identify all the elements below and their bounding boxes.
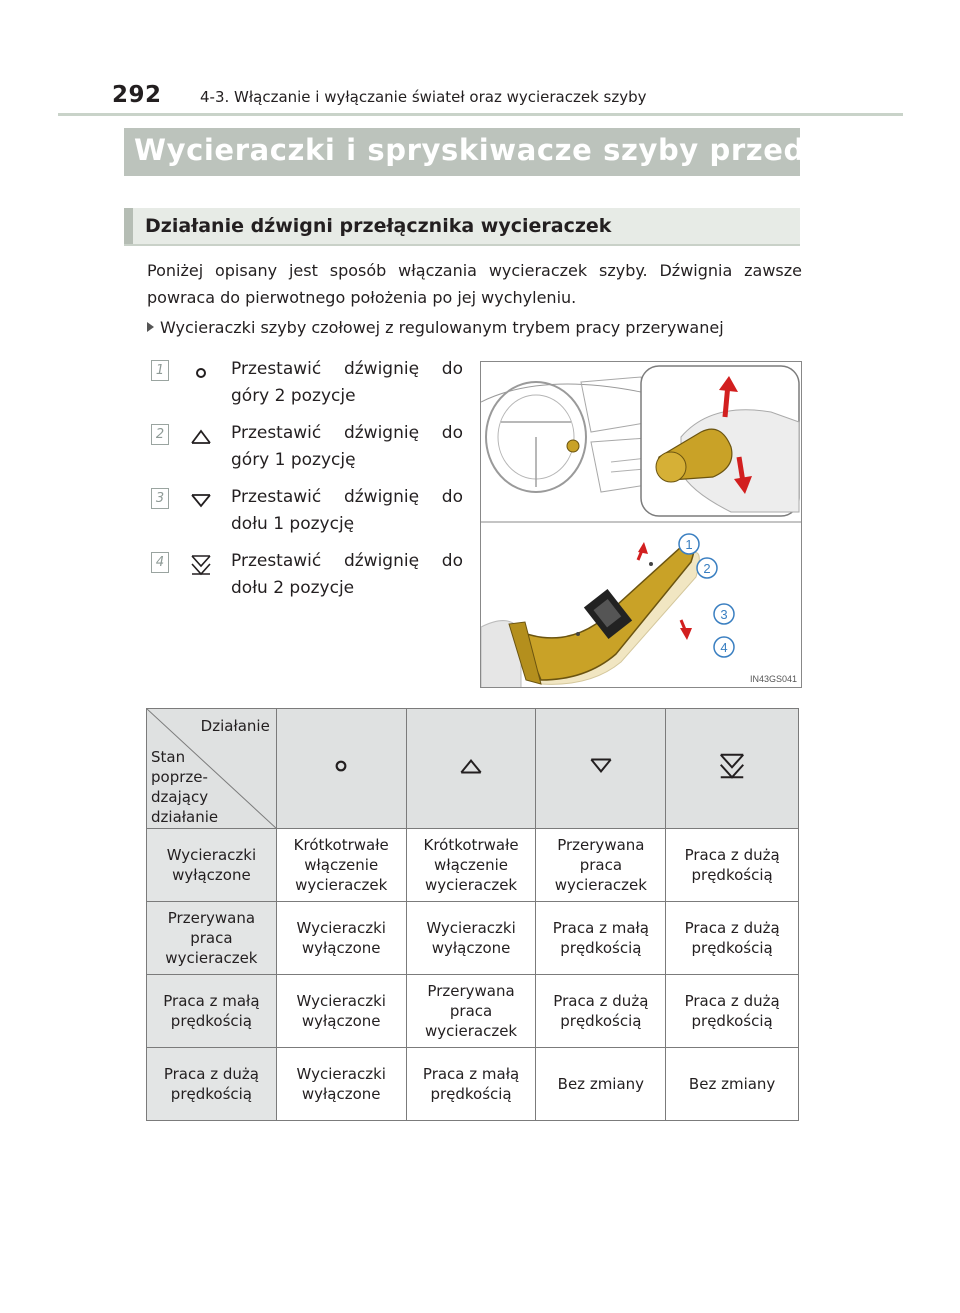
cell-line: wycieraczek [165, 949, 258, 967]
table-row [147, 975, 799, 1048]
low-speed-icon [587, 753, 615, 779]
cell-line: prędkością [691, 1012, 773, 1030]
header-cell-intermittent [406, 709, 536, 829]
cell-line: praca [190, 929, 233, 947]
circle-symbol-icon [328, 753, 354, 779]
cell-line: Bez zmiany [557, 1075, 645, 1093]
table-row [147, 1048, 799, 1121]
header-divider [58, 113, 903, 116]
corner-line: dzający [151, 788, 209, 806]
lever-closeup-drawing [481, 534, 797, 688]
dashboard-drawing [481, 362, 802, 522]
header-cell-high [666, 709, 799, 829]
corner-label-state [151, 747, 218, 827]
cell-line: włączenie [304, 856, 379, 874]
step-text [231, 484, 463, 538]
step-number: 1 [151, 360, 169, 381]
high-speed-icon [717, 750, 747, 782]
step-1 [151, 356, 466, 416]
step-word: Przestawić [231, 551, 322, 571]
cell-line: Przerywana [427, 982, 515, 1000]
cell-line: Wycieraczki [296, 919, 386, 937]
cell-line: wycieraczek [554, 876, 647, 894]
page-number: 292 [112, 82, 162, 108]
table-header-row [147, 709, 799, 829]
callout-2: 2 [703, 561, 711, 576]
subheading-accent [124, 208, 133, 244]
callout-3: 3 [720, 607, 728, 622]
table-cell [536, 829, 666, 902]
cell-line: prędkością [560, 939, 642, 957]
cell-line: Praca z dużą [684, 919, 780, 937]
bullet-triangle-icon [147, 322, 154, 332]
intermittent-up-icon [457, 753, 485, 779]
illustration-code: IN43GS041 [749, 674, 797, 684]
cell-line: wyłączone [301, 939, 381, 957]
step-word: do [441, 423, 463, 443]
subheading: Działanie dźwigni przełącznika wycieraczek [145, 215, 612, 237]
bullet-text: Wycieraczki szyby czołowej z regulowanym trybem pracy przerywanej [160, 318, 724, 337]
step-word: Przestawić [231, 423, 322, 443]
step-4 [151, 548, 466, 608]
table-row [147, 902, 799, 975]
cell-line: Praca z małą [422, 1065, 520, 1083]
cell-line: wyłączone [172, 866, 251, 884]
table-corner-cell [147, 709, 277, 829]
intermittent-up-icon [189, 424, 213, 448]
row-state-cell [147, 975, 277, 1048]
corner-label-action: Działanie [200, 717, 270, 735]
table-cell [276, 1048, 406, 1121]
table-cell [536, 975, 666, 1048]
step-word: do [441, 551, 463, 571]
cell-line: wycieraczek [295, 876, 388, 894]
step-3 [151, 484, 466, 544]
cell-line: wyłączone [301, 1085, 381, 1103]
header-cell-circle [276, 709, 406, 829]
cell-line: Praca z dużą [684, 846, 780, 864]
cell-line: Wycieraczki [296, 1065, 386, 1083]
row-state-cell [147, 902, 277, 975]
cell-line: włączenie [434, 856, 509, 874]
step-number: 4 [151, 552, 169, 573]
cell-line: Krótkotrwałe [293, 836, 389, 854]
cell-line: wyłączone [431, 939, 511, 957]
section-title-band [124, 128, 868, 176]
step-word: Przestawić [231, 359, 322, 379]
cell-line: prędkością [170, 1012, 252, 1030]
high-speed-icon [189, 552, 213, 576]
row-state-cell [147, 1048, 277, 1121]
table-cell [406, 902, 536, 975]
step-line-2: góry 2 pozycje [231, 386, 356, 406]
table-cell [666, 975, 799, 1048]
step-word: do [441, 359, 463, 379]
cell-line: prędkością [430, 1085, 512, 1103]
table-cell [666, 1048, 799, 1121]
step-text [231, 420, 463, 474]
cell-line: Krótkotrwałe [423, 836, 519, 854]
step-line-2: dołu 1 pozycję [231, 514, 355, 534]
cell-line: Przerywana [557, 836, 645, 854]
step-text [231, 356, 463, 410]
chapter-title: 4-3. Włączanie i wyłączanie świateł oraz wycieraczek szyby [200, 88, 647, 106]
lever-diagram [481, 362, 802, 688]
cell-line: Wycieraczki [426, 919, 516, 937]
low-speed-icon [189, 488, 213, 512]
cell-line: praca [579, 856, 623, 874]
callout-4: 4 [720, 640, 728, 655]
cell-line: wycieraczek [424, 876, 518, 894]
bullet-line [147, 318, 807, 337]
step-2 [151, 420, 466, 480]
cell-line: Wycieraczki [296, 992, 386, 1010]
table-cell [536, 1048, 666, 1121]
table-row [147, 829, 799, 902]
step-word: do [441, 487, 463, 507]
cell-line: Bez zmiany [688, 1075, 776, 1093]
cell-line: wycieraczek [424, 1022, 518, 1040]
page-header [112, 82, 902, 116]
cell-line: Wycieraczki [166, 846, 257, 864]
step-text [231, 548, 463, 602]
table-cell [276, 829, 406, 902]
step-word: dźwignię [343, 423, 420, 443]
table-cell [276, 975, 406, 1048]
table-cell [666, 902, 799, 975]
cell-line: Przerywana [167, 909, 256, 927]
step-number: 3 [151, 488, 169, 509]
circle-symbol-icon [189, 360, 213, 384]
cell-line: Praca z dużą [684, 992, 780, 1010]
step-number: 2 [151, 424, 169, 445]
cell-line: Praca z małą [163, 992, 260, 1010]
subheading-band [124, 208, 800, 246]
step-word: dźwignię [343, 551, 420, 571]
cell-line: Praca z dużą [553, 992, 649, 1010]
table-cell [666, 829, 799, 902]
row-state-cell [147, 829, 277, 902]
table-cell [406, 1048, 536, 1121]
cell-line: prędkością [691, 866, 773, 884]
step-line-2: dołu 2 pozycje [231, 578, 355, 598]
corner-line: poprze- [151, 768, 208, 786]
intro-paragraph: Poniżej opisany jest sposób włączania wycieraczek szyby. Dźwignia zawsze powraca do pierwotnego położenia po jej wychyleniu. [147, 261, 802, 307]
step-word: dźwignię [343, 359, 420, 379]
cell-line: prędkością [170, 1085, 252, 1103]
table-cell [406, 829, 536, 902]
cell-line: Praca z dużą [163, 1065, 259, 1083]
table-cell [536, 902, 666, 975]
step-word: dźwignię [343, 487, 420, 507]
cell-line: Praca z małą [552, 919, 649, 937]
table-cell [406, 975, 536, 1048]
corner-line: działanie [151, 808, 219, 826]
step-line-2: góry 1 pozycję [231, 450, 356, 470]
cell-line: praca [449, 1002, 493, 1020]
cell-line: wyłączone [301, 1012, 381, 1030]
corner-line: Stan [151, 748, 186, 766]
header-cell-low [536, 709, 666, 829]
table-cell [276, 902, 406, 975]
wiper-lever-illustration [480, 361, 802, 688]
cell-line: prędkością [560, 1012, 642, 1030]
step-word: Przestawić [231, 487, 322, 507]
cell-line: prędkością [691, 939, 773, 957]
wiper-operation-table [146, 708, 799, 1121]
callout-1: 1 [685, 537, 693, 552]
section-title: Wycieraczki i spryskiwacze szyby przedniej [134, 133, 868, 167]
